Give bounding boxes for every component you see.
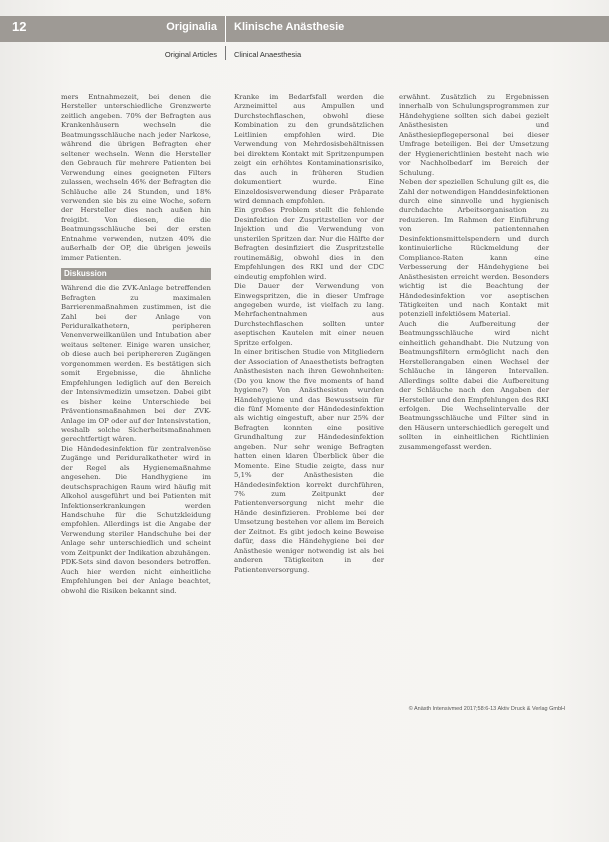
copyright-footer: © Anästh Intensivmed 2017;58:6-13 Aktiv Druck & Verlag GmbH (408, 706, 565, 712)
paragraph: Die Dauer der Verwendung von Einwegspritzen, die in dieser Umfrage angegeben wurde, ist vielfach zu lang. Mehrfachentnahmen aus Durchstechflaschen sollten unter aseptischen Kautelen mit einer neuen Spritze erfolgen. (234, 282, 384, 347)
paragraph: Ein großes Problem stellt die fehlende Desinfektion der Zuspritzstellen vor der Injektion und die Verwendung von unsterilen Spritzen dar. Nur die Hälfte der Befragten desinfiziert die Zuspritzstelle routinemäßig, obwohl dies in den Empfehlungen des RKI und der CDC eindeutig empfohlen wird. (234, 206, 384, 281)
text-column-2 (234, 93, 384, 575)
section-title-english: Original Articles (164, 50, 217, 59)
sub-header-divider (225, 46, 226, 60)
paragraph: In einer britischen Studie von Mitgliedern der Association of Anaesthetists befragten Anästhesisten nach ihren Gewohnheiten: (Do you know the five moments of hand hygiene?) Von Anästhesisten wurden Händehygiene und das Bewusstsein für die fünf Momente der Händedesinfektion als wichtig eingestuft, aber nur 25% der Befragten konnten eine positive Grundhaltung zur Händedesinfektion angeben. Nur sehr wenige Befragten hatten einen klaren Überblick über die Momente. Eine Studie zeigte, dass nur 5,1% der Anästhesisten die Händedesinfektion korrekt durchführen, 7% zum Zeitpunkt der Patientenversorgung nicht mehr die Hände desinfizieren. Probleme bei der Umsetzung bestehen vor allem im Bereich der Zeitnot. Es gibt jedoch keine Beweise dafür, dass die Händehygiene bei der Anästhesie weniger notwendig ist als bei anderen Tätigkeiten in der Patientenversorgung. (234, 348, 384, 574)
paragraph: erwähnt. Zusätzlich zu Ergebnissen innerhalb von Schulungsprogrammen zur Händehygiene sollten sich dabei gezielt Anästhesisten und Anästhesiepflegepersonal bei dieser Umfrage beteiligen. Bei der Umsetzung der Hygienerichtlinien besteht nach wie vor Nachholbedarf im Bereich der Schulung. (399, 93, 549, 177)
paragraph: Auch die Aufbereitung der Beatmungsschläuche wird nicht einheitlich gehandhabt. Die Nutzung von Beatmungsfiltern ermöglicht nach den Herstellerangaben einen Wechsel der Schläuche in längeren Intervallen. Allerdings sollte dabei die Aufbereitung der Schläuche nach den Angaben der Hersteller und den Empfehlungen des RKI erfolgen. Die Wechselintervalle der Beatmungsschläuche und Filter sind in den Häusern unterschiedlich geregelt und sollten in einheitlichen Richtlinien zusammengefasst werden. (399, 319, 549, 451)
paragraph: PDK-Sets sind davon besonders betroffen. Auch hier werden nicht einheitliche Empfehlungen bei der Anlage beachtet, obwohl die Risiken bekannt sind. (61, 558, 211, 595)
section-heading-discussion: Diskussion (61, 268, 211, 280)
paragraph: Kranke im Bedarfsfall werden die Arzneimittel aus Ampullen und Durchstechflaschen, obwohl diese Kombination zu den grundsätzlichen Leitlinien empfohlen wird. Die Verwendung von Mehrdosisbehältnissen bei direktem Kontakt mit Spritzenpumpen zeigt ein erhöhtes Kontaminationsrisiko, das auch in früheren Studien dokumentiert wurde. Eine Einzeldosisverwendung dieser Präparate wird demnach empfohlen. (234, 93, 384, 205)
paragraph: mers Entnahmezeit, bei denen die Hersteller unterschiedliche Grenzwerte zeitlich angeben. 70% der Befragten aus Krankenhäusern wechseln die Beatmungsschläuche nach jeder Narkose, während die übrigen Befragten eher seltener wechseln. Wenn die Hersteller den Gebrauch für mehrere Patienten bei Verwendung eines geeigneten Filters zulassen, wechseln 46% der Befragten die Schläuche alle 24 Stunden, und 18% verwenden sie bis zu eine Woche, sofern der Hersteller dies nach außen hin freigibt. Von diesen, die die Beatmungsschläuche bei der ersten Entnahme verwenden, nutzen 40% die außerhalb der OP, die übrigen jeweils immer Patienten. (61, 93, 211, 262)
section-topic-english: Clinical Anaesthesia (234, 50, 302, 59)
text-column-1 (61, 93, 211, 596)
paragraph: Neben der speziellen Schulung gilt es, die Zahl der notwendigen Handdesinfektionen durch eine sinnvolle und hygienisch durchdachte Arbeitsorganisation zu reduzieren. Im Rahmen der Einführung von patientennahen Desinfektionsmittelspendern und durch kontinuierliche Rückmeldung der Compliance-Raten kann eine Verbesserung der Händehygiene bei Anästhesisten erreicht werden. Besonders wichtig ist die Beachtung der Händedesinfektion vor aseptischen Tätigkeiten und nach Kontakt mit potenziell infektiösem Material. (399, 178, 549, 319)
section-title: Originalia (166, 21, 217, 33)
page-number: 12 (12, 19, 27, 34)
paragraph: Die Händedesinfektion für zentralvenöse Zugänge und Periduralkatheter wird in der Regel als Hygienemaßnahme angesehen. Die Handhygiene im deutschsprachigen Raum wird häufig mit Alkohol ausgeführt und bei Patienten mit Infektionserkrankungen werden Handschuhe für die Schutzkleidung empfohlen. Allerdings ist die Angabe der Verwendung steriler Handschuhe bei der Anlage sehr unterschiedlich und scheint vom Zeitpunkt der Indikation abzuhängen. (61, 444, 211, 557)
text-column-3 (399, 93, 549, 452)
paragraph: Während die die ZVK-Anlage betreffenden Befragten zu maximalen Barrierenmaßnahmen zustimmen, ist die Zahl bei der Anlage von Periduralkathetern, peripheren Venenverweilkanülen und Intubation aber weitaus seltener. Einige waren unsicher, ob diese auch bei periphereren Zugängen vorgenommen werden. Es bestätigen sich somit Ergebnisse, die ähnliche Empfehlungen lediglich auf den Bereich der Intensivmedizin umsetzen. Dabei gibt es bisher keine Unterschiede bei Präventionsmaßnahmen bei der ZVK-Anlage im OP oder auf der Intensivstation, weshalb solche Sicherheitsmaßnahmen gerechtfertigt wären. (61, 284, 211, 444)
section-topic: Klinische Anästhesie (234, 21, 345, 33)
header-divider (225, 16, 226, 42)
